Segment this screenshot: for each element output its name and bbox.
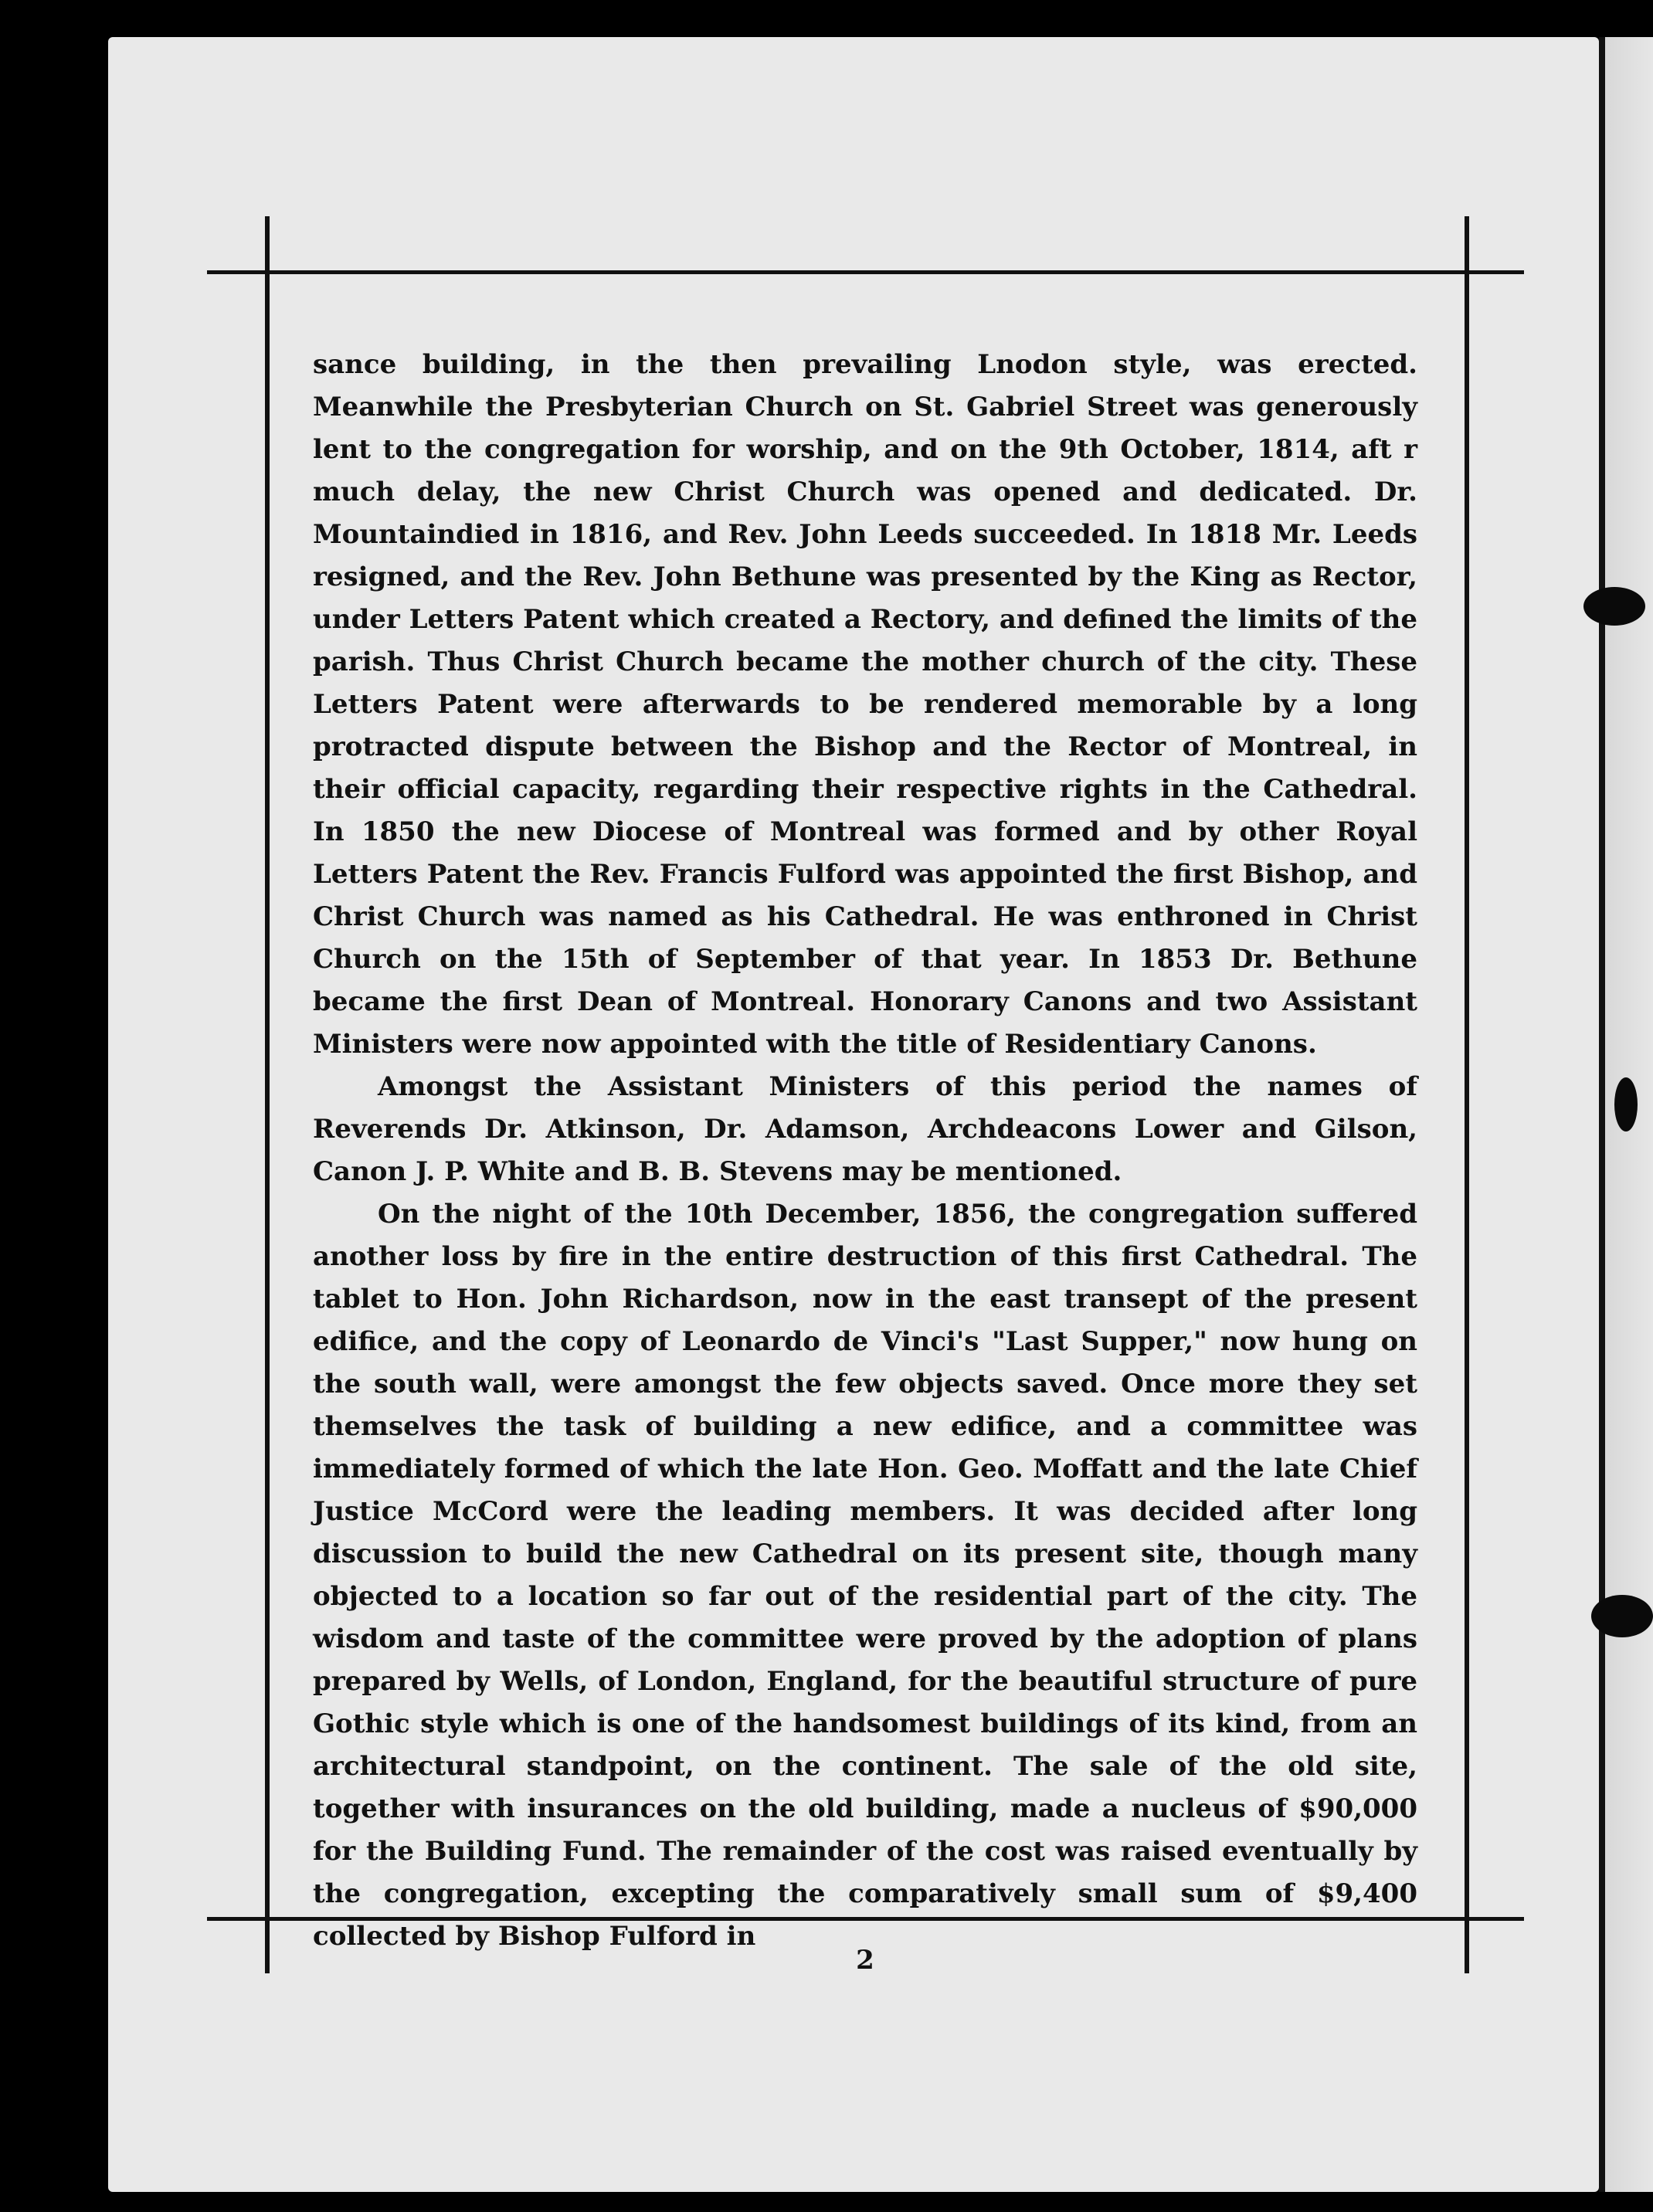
paragraph: Amongst the Assistant Ministers of this period the names of Reverends Dr. Atkinson, Dr. Adamson, Archdeacons Lower and Gilson, Canon J. P. White and B. B. Stevens may be mentioned. [313,1071,1417,1187]
ink-blot-upper [1583,587,1645,626]
paragraph: On the night of the 10th December, 1856, the congregation suffered another loss by fire in the entire destruction of this first Cathedral. The tablet to Hon. John Richardson, now in the east transept of the present edifice, and the copy of Leonardo de Vinci's "Last Supper," now hung on the south wall, were amongst the few objects saved. Once more they set themselves the task of building a new edifice, and a committee was immediately formed of which the late Hon. Geo. Moffatt and the late Chief Justice McCord were the leading members. It was decided after long discussion to build the new Cathedral on its present site, though many objected to a location so far out of the residential part of the city. The wisdom and taste of the committee were proved by the adoption of plans prepared by Wells, of London, England, for the beautiful structure of pure Gothic style which is one of the handsomest buildings of its kind, from an architectural standpoint, on the continent. The sale of the old site, together with insurances on the old building, made a nucleus of $90,000 for the Building Fund. The remainder of the cost was raised eventually by the congregation, excepting the comparatively small sum of $9,400 collected by Bishop Fulford in [313,1199,1417,1952]
ink-blot-lower [1591,1595,1653,1637]
frame-left-rule [265,216,270,1973]
ink-blot-middle [1614,1077,1638,1131]
frame-right-rule [1465,216,1469,1973]
page-number: 2 [856,1945,874,1976]
body-text [313,344,1417,1958]
frame-top-rule [207,270,1524,274]
paragraph: sance building, in the then prevailing Lnodon style, was erected. Meanwhile the Presbyterian Church on St. Gabriel Street was generously lent to the congregation for worship, and on the 9th October, 1814, aft r much delay, the new Christ Church was opened and dedicated. Dr. Mountaindied in 1816, and Rev. John Leeds succeeded. In 1818 Mr. Leeds resigned, and the Rev. John Bethune was presented by the King as Rector, under Letters Patent which created a Rectory, and defined the limits of the parish. Thus Christ Church became the mother church of the city. These Letters Patent were afterwards to be rendered memorable by a long protracted dispute between the Bishop and the Rector of Montreal, in their official capacity, regarding their respective rights in the Cathedral. In 1850 the new Diocese of Montreal was formed and by other Royal Letters Patent the Rev. Francis Fulford was appointed the first Bishop, and Christ Church was named as his Cathedral. He was enthroned in Christ Church on the 15th of September of that year. In 1853 Dr. Bethune became the first Dean of Montreal. Honorary Canons and two Assistant Ministers were now appointed with the title of Residentiary Canons. [313,349,1417,1060]
